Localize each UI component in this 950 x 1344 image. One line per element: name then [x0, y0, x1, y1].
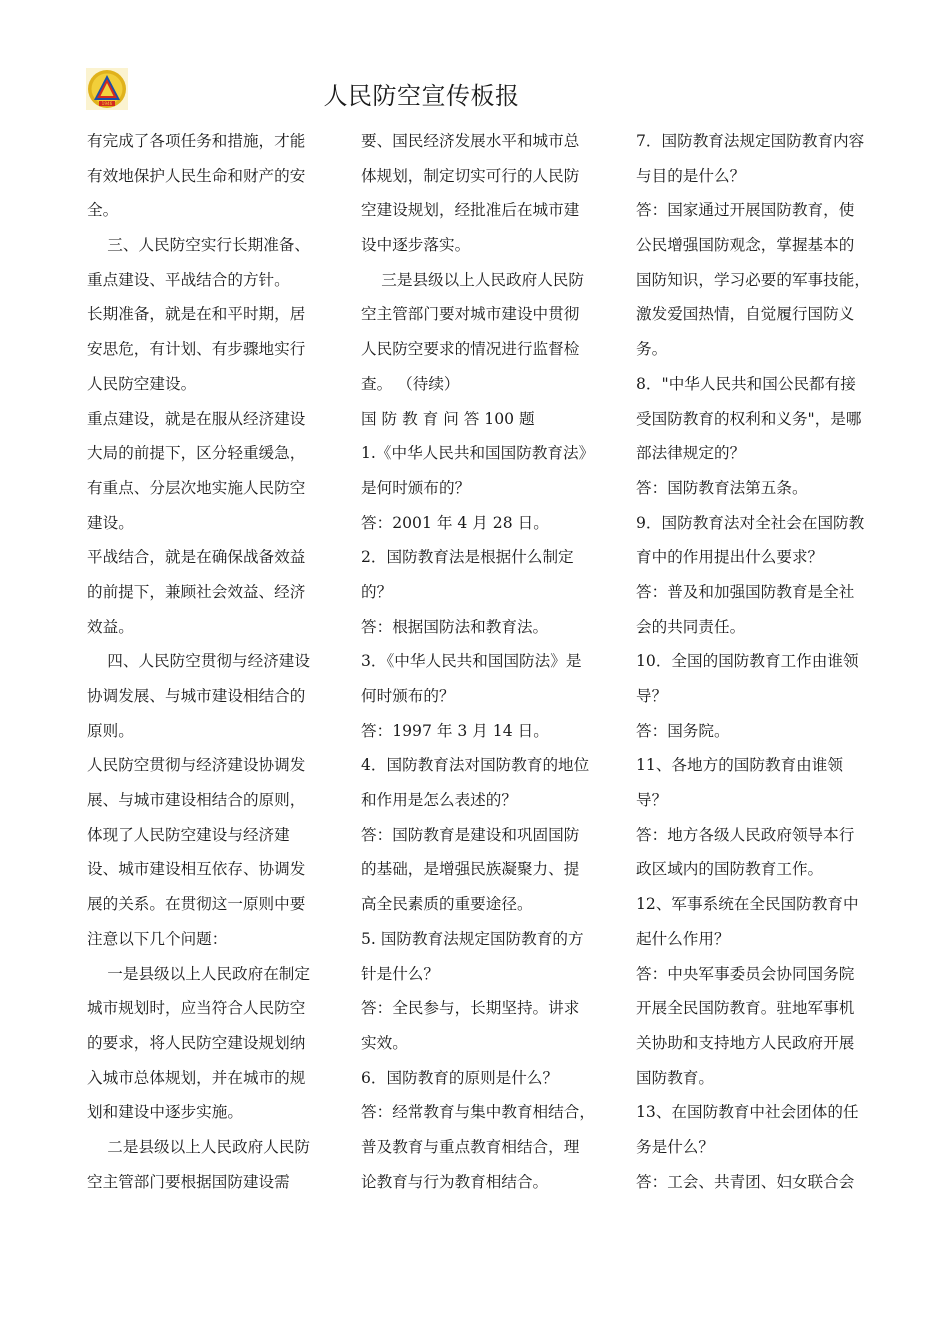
emblem-year-text: 1946: [101, 101, 113, 107]
text-line: 答：根据国防法和教育法。: [361, 617, 549, 636]
text-line: 关协助和支持地方人民政府开展: [636, 1033, 855, 1052]
text-line: 效益。: [87, 617, 134, 636]
text-line: 空建设规划，经批准后在城市建: [361, 201, 580, 220]
text-line: 和作用是怎么表述的？: [361, 791, 517, 810]
text-line: 3．《中华人民共和国国防法》是: [361, 652, 582, 671]
text-line: 答：经常教育与集中教育相结合，: [361, 1103, 595, 1122]
text-line: 人民防空建设。: [87, 374, 197, 393]
text-line: 导？: [636, 687, 668, 705]
text-line: 11、各地方的国防教育由谁领: [636, 756, 843, 775]
text-line: 展的关系。在贯彻这一原则中要: [87, 895, 306, 914]
text-line: 1.《中华人民共和国国防教育法》: [361, 444, 595, 463]
text-line: 8．"中华人民共和国公民都有接: [636, 374, 856, 393]
text-line: 一是县级以上人民政府在制定: [107, 964, 310, 983]
text-line: 是何时颁布的？: [361, 478, 471, 497]
text-line: 入城市总体规划，并在城市的规: [87, 1068, 306, 1087]
text-line: 答：2001 年 4 月 28 日。: [361, 513, 549, 532]
text-line: 5. 国防教育法规定国防教育的方: [361, 929, 584, 948]
text-line: 答：全民参与，长期坚持。讲求: [361, 999, 580, 1018]
text-line: 四、人民防空贯彻与经济建设: [107, 652, 310, 671]
text-line: 要、国民经济发展水平和城市总: [361, 132, 580, 150]
text-line: 9．国防教育法对全社会在国防教: [636, 513, 865, 532]
text-line: 13、在国防教育中社会团体的任: [636, 1103, 859, 1122]
text-line: 答：国务院。: [636, 721, 730, 740]
text-line: 有效地保护人民生命和财产的安: [87, 166, 306, 185]
text-line: 7．国防教育法规定国防教育内容: [636, 132, 865, 150]
text-line: 空主管部门要根据国防建设需: [87, 1172, 290, 1191]
text-line: 体规划，制定切实可行的人民防: [361, 166, 580, 185]
text-line: 注意以下几个问题：: [87, 929, 228, 948]
text-line: 重点建设，就是在服从经济建设: [87, 409, 306, 428]
text-column-1: [87, 124, 331, 1199]
text-line: 政区域内的国防教育工作。: [636, 860, 824, 879]
text-line: 三、人民防空实行长期准备、: [107, 236, 310, 255]
text-line: 平战结合，就是在确保战备效益: [87, 548, 306, 567]
text-line: 查。 （待续）: [361, 374, 460, 393]
text-line: 何时颁布的？: [361, 687, 455, 705]
text-line: 务是什么？: [636, 1137, 714, 1156]
text-line: 原则。: [87, 721, 134, 740]
text-line: 会的共同责任。: [636, 617, 746, 636]
text-line: 大局的前提下，区分轻重缓急，: [87, 444, 306, 463]
text-line: 实效。: [361, 1033, 408, 1052]
text-line: 国防知识，学习必要的军事技能，: [636, 270, 870, 289]
text-line: 高全民素质的重要途径。: [361, 895, 533, 914]
text-line: 答：国防教育法第五条。: [636, 478, 808, 497]
text-line: 三是县级以上人民政府人民防: [381, 270, 584, 289]
text-line: 12、军事系统在全民国防教育中: [636, 895, 859, 914]
text-line: 空主管部门要对城市建设中贯彻: [361, 305, 580, 324]
text-line: 2．国防教育法是根据什么制定: [361, 548, 574, 567]
text-line: 答：国家通过开展国防教育，使: [636, 201, 855, 220]
text-line: 导？: [636, 791, 668, 810]
text-line: 普及教育与重点教育相结合，理: [361, 1137, 580, 1156]
text-line: 针是什么？: [361, 964, 439, 983]
text-line: 务。: [636, 340, 668, 359]
text-column-2: [361, 124, 609, 1199]
text-line: 答：1997 年 3 月 14 日。: [361, 721, 549, 740]
text-line: 国防教育。: [636, 1068, 714, 1087]
text-line: 展、与城市建设相结合的原则，: [87, 791, 306, 810]
text-line: 体现了人民防空建设与经济建: [87, 825, 290, 844]
text-line: 育中的作用提出什么要求？: [636, 548, 824, 567]
text-line: 答：中央军事委员会协同国务院: [636, 964, 855, 983]
text-line: 国 防 教 育 问 答 100 题: [361, 409, 535, 428]
text-line: 答：国防教育是建设和巩固国防: [361, 825, 580, 844]
text-line: 6．国防教育的原则是什么？: [361, 1068, 559, 1087]
text-line: 论教育与行为教育相结合。: [361, 1172, 549, 1191]
text-line: 答：地方各级人民政府领导本行: [636, 825, 855, 844]
text-line: 激发爱国热情，自觉履行国防义: [636, 305, 855, 324]
text-line: 起什么作用？: [636, 929, 730, 948]
text-line: 的基础，是增强民族凝聚力、提: [361, 860, 580, 879]
text-line: 协调发展、与城市建设相结合的: [87, 687, 306, 705]
text-line: 安思危，有计划、有步骤地实行: [87, 340, 306, 359]
text-line: 答：普及和加强国防教育是全社: [636, 582, 855, 601]
text-line: 公民增强国防观念，掌握基本的: [636, 236, 855, 255]
page-title: 人民防空宣传板报: [323, 82, 520, 110]
text-line: 二是县级以上人民政府人民防: [107, 1137, 310, 1156]
text-line: 受国防教育的权利和义务"，是哪: [636, 409, 862, 428]
text-line: 的要求，将人民防空建设规划纳: [87, 1033, 306, 1052]
text-line: 与目的是什么？: [636, 166, 746, 185]
text-column-3: [636, 124, 880, 1199]
text-line: 全。: [87, 201, 119, 220]
text-line: 设、城市建设相互依存、协调发: [87, 860, 306, 879]
text-line: 划和建设中逐步实施。: [87, 1103, 243, 1122]
text-line: 城市规划时，应当符合人民防空: [87, 999, 306, 1018]
text-line: 有完成了各项任务和措施，才能: [87, 132, 306, 150]
text-line: 部法律规定的？: [636, 444, 746, 463]
text-line: 4．国防教育法对国防教育的地位: [361, 756, 590, 775]
text-line: 设中逐步落实。: [361, 236, 471, 255]
text-line: 人民防空要求的情况进行监督检: [361, 340, 580, 359]
text-line: 重点建设、平战结合的方针。: [87, 270, 290, 289]
text-line: 10．全国的国防教育工作由谁领: [636, 652, 859, 671]
text-line: 的前提下，兼顾社会效益、经济: [87, 582, 306, 601]
text-line: 开展全民国防教育。驻地军事机: [636, 999, 855, 1018]
text-line: 人民防空贯彻与经济建设协调发: [87, 756, 306, 775]
text-line: 有重点、分层次地实施人民防空: [87, 478, 306, 497]
text-line: 长期准备，就是在和平时期，居: [87, 305, 306, 324]
text-line: 的？: [361, 582, 393, 601]
text-line: 建设。: [87, 513, 134, 532]
text-line: 答：工会、共青团、妇女联合会: [636, 1172, 855, 1191]
